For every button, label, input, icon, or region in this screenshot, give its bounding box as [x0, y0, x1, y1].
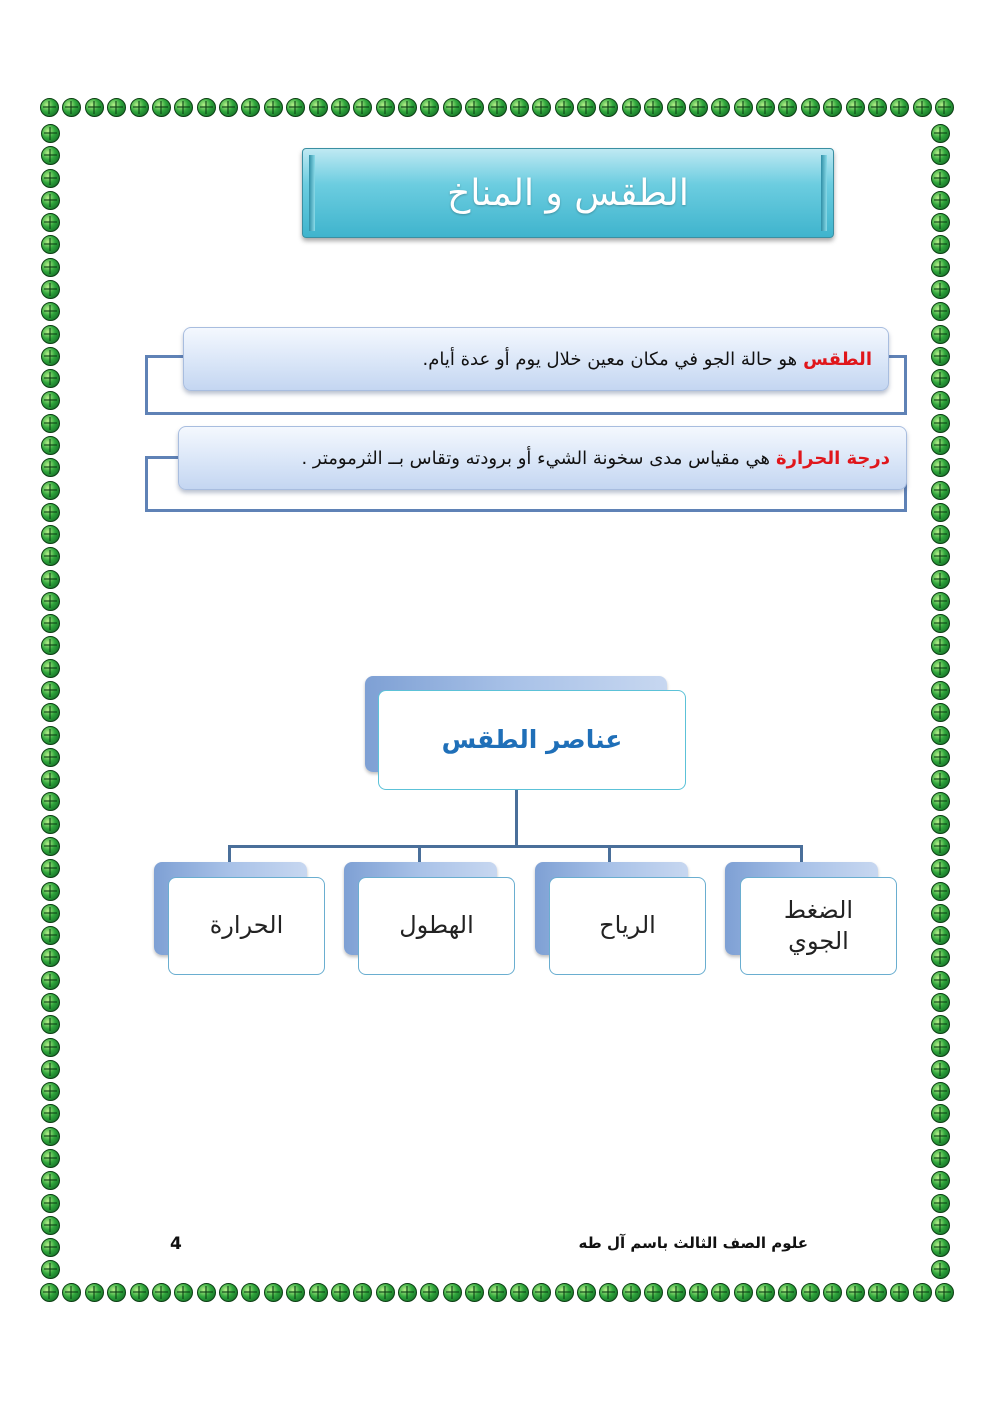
chart-node-label: الحرارة	[209, 911, 284, 940]
globe-icon	[931, 169, 950, 188]
globe-icon	[931, 213, 950, 232]
globe-icon	[41, 1260, 60, 1279]
globe-icon	[555, 1283, 574, 1302]
globe-icon	[398, 1283, 417, 1302]
chart-root-label: عناصر الطقس	[441, 724, 623, 754]
globe-icon	[931, 347, 950, 366]
globe-icon	[931, 191, 950, 210]
globe-icon	[41, 792, 60, 811]
chart-root-node	[378, 690, 686, 790]
globe-icon	[931, 770, 950, 789]
globe-icon	[41, 258, 60, 277]
globe-icon	[41, 815, 60, 834]
globe-icon	[644, 1283, 663, 1302]
chart-node-temperature	[168, 877, 325, 975]
globe-icon	[931, 235, 950, 254]
globe-icon	[41, 124, 60, 143]
globe-icon	[689, 98, 708, 117]
globe-icon	[931, 1127, 950, 1146]
globe-icon	[532, 1283, 551, 1302]
globe-icon	[931, 1171, 950, 1190]
globe-icon	[41, 436, 60, 455]
globe-icon	[488, 98, 507, 117]
globe-icon	[756, 98, 775, 117]
globe-icon	[931, 146, 950, 165]
globe-icon	[41, 1171, 60, 1190]
globe-icon	[41, 993, 60, 1012]
globe-icon	[931, 948, 950, 967]
globe-icon	[219, 1283, 238, 1302]
globe-icon	[41, 659, 60, 678]
globe-icon	[931, 1038, 950, 1057]
globe-icon	[376, 1283, 395, 1302]
footer-credit: علوم الصف الثالث باسم آل طه	[578, 1234, 808, 1252]
chart-node-label: الرياح	[599, 911, 656, 940]
globe-icon	[577, 98, 596, 117]
globe-icon	[931, 525, 950, 544]
globe-icon	[85, 1283, 104, 1302]
globe-icon	[931, 815, 950, 834]
globe-icon	[488, 1283, 507, 1302]
globe-icon	[197, 1283, 216, 1302]
globe-icon	[41, 948, 60, 967]
globe-icon	[931, 503, 950, 522]
globe-icon	[41, 146, 60, 165]
globe-icon	[41, 1038, 60, 1057]
globe-icon	[241, 1283, 260, 1302]
globe-icon	[309, 98, 328, 117]
globe-icon	[931, 458, 950, 477]
globe-icon	[931, 1060, 950, 1079]
page-number: 4	[170, 1234, 182, 1254]
globe-icon	[931, 280, 950, 299]
globe-icon	[890, 1283, 909, 1302]
globe-icon	[41, 235, 60, 254]
chart-node-label: الهطول	[399, 911, 474, 940]
globe-icon	[41, 592, 60, 611]
globe-icon	[420, 98, 439, 117]
connector-line	[608, 845, 611, 862]
globe-icon	[41, 882, 60, 901]
globe-icon	[599, 98, 618, 117]
globe-icon	[931, 1238, 950, 1257]
globe-icon	[931, 748, 950, 767]
globe-icon	[931, 570, 950, 589]
globe-icon	[823, 98, 842, 117]
chart-node-air-pressure	[740, 877, 897, 975]
globe-icon	[41, 1060, 60, 1079]
globe-icon	[41, 859, 60, 878]
chart-node-wind	[549, 877, 706, 975]
globe-icon	[931, 1260, 950, 1279]
globe-icon	[931, 971, 950, 990]
globe-icon	[376, 98, 395, 117]
globe-icon	[41, 1216, 60, 1235]
globe-icon	[599, 1283, 618, 1302]
decorative-border-right	[931, 124, 953, 1280]
globe-icon	[931, 614, 950, 633]
globe-icon	[107, 98, 126, 117]
globe-icon	[41, 280, 60, 299]
globe-icon	[353, 1283, 372, 1302]
decorative-border-left	[41, 124, 63, 1280]
globe-icon	[931, 726, 950, 745]
globe-icon	[41, 748, 60, 767]
globe-icon	[931, 124, 950, 143]
globe-icon	[41, 191, 60, 210]
globe-icon	[510, 98, 529, 117]
globe-icon	[931, 926, 950, 945]
globe-icon	[931, 1104, 950, 1123]
globe-icon	[41, 369, 60, 388]
definition-temperature	[178, 426, 907, 490]
globe-icon	[130, 98, 149, 117]
globe-icon	[41, 347, 60, 366]
globe-icon	[931, 792, 950, 811]
globe-icon	[41, 1015, 60, 1034]
globe-icon	[532, 98, 551, 117]
globe-icon	[41, 302, 60, 321]
globe-icon	[41, 458, 60, 477]
globe-icon	[41, 837, 60, 856]
globe-icon	[931, 993, 950, 1012]
globe-icon	[465, 98, 484, 117]
globe-icon	[756, 1283, 775, 1302]
globe-icon	[398, 98, 417, 117]
globe-icon	[41, 703, 60, 722]
globe-icon	[219, 98, 238, 117]
globe-icon	[41, 926, 60, 945]
connector-line	[418, 845, 421, 862]
globe-icon	[41, 414, 60, 433]
definition-term: الطقس	[803, 348, 872, 370]
globe-icon	[41, 570, 60, 589]
globe-icon	[931, 1194, 950, 1213]
globe-icon	[174, 1283, 193, 1302]
globe-icon	[174, 98, 193, 117]
connector-line	[228, 845, 803, 848]
globe-icon	[41, 904, 60, 923]
globe-icon	[41, 770, 60, 789]
globe-icon	[913, 1283, 932, 1302]
globe-icon	[41, 525, 60, 544]
definition-text: هو حالة الجو في مكان معين خلال يوم أو عدة أيام.	[422, 348, 798, 370]
globe-icon	[41, 213, 60, 232]
globe-icon	[510, 1283, 529, 1302]
globe-icon	[41, 1104, 60, 1123]
globe-icon	[667, 1283, 686, 1302]
globe-icon	[711, 98, 730, 117]
globe-icon	[689, 1283, 708, 1302]
globe-icon	[846, 1283, 865, 1302]
globe-icon	[465, 1283, 484, 1302]
definition-weather	[183, 327, 889, 391]
globe-icon	[931, 1015, 950, 1034]
globe-icon	[644, 98, 663, 117]
globe-icon	[778, 1283, 797, 1302]
globe-icon	[931, 1082, 950, 1101]
globe-icon	[41, 1127, 60, 1146]
page-title: الطقس و المناخ	[447, 172, 689, 214]
globe-icon	[264, 98, 283, 117]
globe-icon	[931, 1149, 950, 1168]
globe-icon	[931, 592, 950, 611]
globe-icon	[41, 481, 60, 500]
globe-icon	[868, 98, 887, 117]
globe-icon	[913, 98, 932, 117]
connector-line	[800, 845, 803, 862]
globe-icon	[931, 436, 950, 455]
globe-icon	[309, 1283, 328, 1302]
globe-icon	[622, 1283, 641, 1302]
decorative-border-bottom	[40, 1283, 954, 1305]
globe-icon	[801, 98, 820, 117]
chart-node-label: الضغط الجوي	[783, 895, 854, 955]
globe-icon	[41, 681, 60, 700]
globe-icon	[41, 614, 60, 633]
globe-icon	[62, 98, 81, 117]
globe-icon	[555, 98, 574, 117]
globe-icon	[130, 1283, 149, 1302]
connector-line	[228, 845, 231, 862]
globe-icon	[41, 547, 60, 566]
globe-icon	[931, 837, 950, 856]
globe-icon	[935, 1283, 954, 1302]
globe-icon	[152, 98, 171, 117]
globe-icon	[420, 1283, 439, 1302]
globe-icon	[41, 1238, 60, 1257]
globe-icon	[443, 1283, 462, 1302]
globe-icon	[331, 1283, 350, 1302]
globe-icon	[931, 369, 950, 388]
globe-icon	[931, 302, 950, 321]
globe-icon	[801, 1283, 820, 1302]
globe-icon	[443, 98, 462, 117]
globe-icon	[778, 98, 797, 117]
globe-icon	[41, 325, 60, 344]
globe-icon	[41, 726, 60, 745]
globe-icon	[197, 98, 216, 117]
globe-icon	[41, 1082, 60, 1101]
globe-icon	[931, 391, 950, 410]
globe-icon	[931, 882, 950, 901]
globe-icon	[577, 1283, 596, 1302]
globe-icon	[41, 391, 60, 410]
globe-icon	[734, 98, 753, 117]
globe-icon	[931, 325, 950, 344]
definition-term: درجة الحرارة	[775, 447, 890, 469]
globe-icon	[331, 98, 350, 117]
globe-icon	[85, 98, 104, 117]
globe-icon	[286, 1283, 305, 1302]
globe-icon	[890, 98, 909, 117]
globe-icon	[931, 904, 950, 923]
globe-icon	[931, 636, 950, 655]
globe-icon	[931, 481, 950, 500]
globe-icon	[286, 98, 305, 117]
globe-icon	[107, 1283, 126, 1302]
globe-icon	[41, 503, 60, 522]
globe-icon	[931, 859, 950, 878]
globe-icon	[667, 98, 686, 117]
decorative-border-top	[40, 98, 954, 120]
chart-node-precipitation	[358, 877, 515, 975]
globe-icon	[62, 1283, 81, 1302]
globe-icon	[931, 258, 950, 277]
globe-icon	[41, 636, 60, 655]
globe-icon	[935, 98, 954, 117]
globe-icon	[931, 703, 950, 722]
globe-icon	[823, 1283, 842, 1302]
definition-text: هي مقياس مدى سخونة الشيء أو برودته وتقاس بــ الثرمومتر .	[301, 447, 770, 469]
globe-icon	[241, 98, 260, 117]
globe-icon	[152, 1283, 171, 1302]
globe-icon	[41, 971, 60, 990]
globe-icon	[868, 1283, 887, 1302]
globe-icon	[931, 659, 950, 678]
connector-line	[515, 790, 518, 846]
globe-icon	[622, 98, 641, 117]
globe-icon	[931, 1216, 950, 1235]
globe-icon	[40, 1283, 59, 1302]
globe-icon	[41, 1194, 60, 1213]
globe-icon	[353, 98, 372, 117]
globe-icon	[931, 547, 950, 566]
globe-icon	[846, 98, 865, 117]
globe-icon	[40, 98, 59, 117]
globe-icon	[734, 1283, 753, 1302]
globe-icon	[264, 1283, 283, 1302]
globe-icon	[41, 169, 60, 188]
globe-icon	[931, 681, 950, 700]
page-title-banner	[302, 148, 834, 238]
globe-icon	[711, 1283, 730, 1302]
globe-icon	[931, 414, 950, 433]
globe-icon	[41, 1149, 60, 1168]
